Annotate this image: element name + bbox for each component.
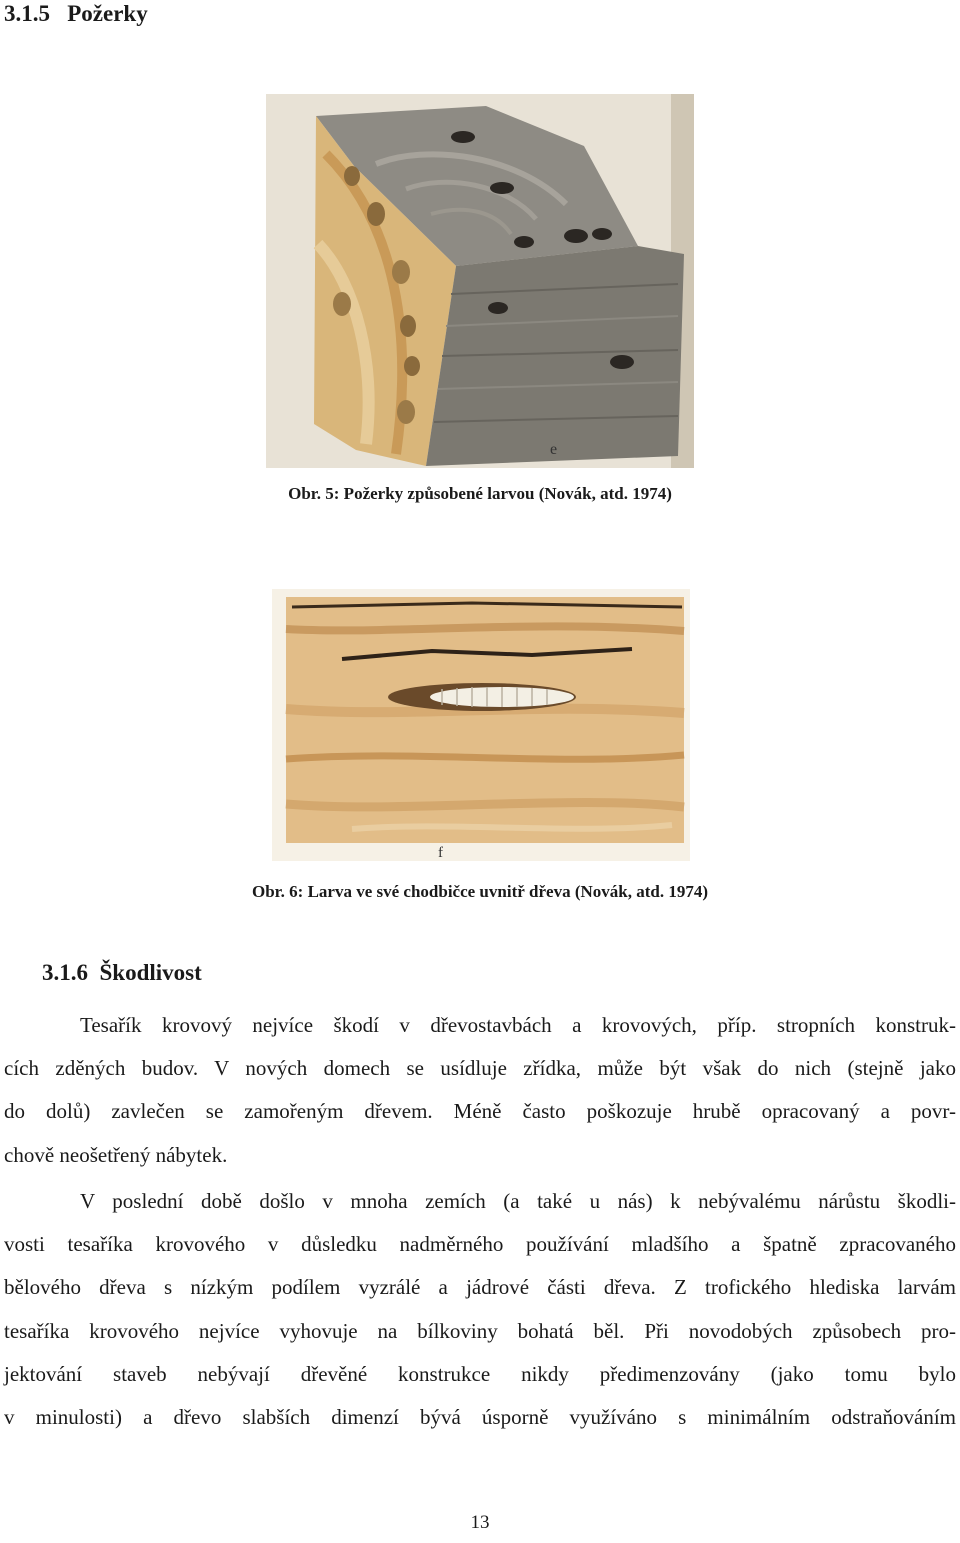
- paragraph-1: [4, 1004, 956, 1177]
- section-number: 3.1.6: [42, 960, 88, 985]
- paragraph-2: [4, 1180, 956, 1439]
- paragraph-line: v minulosti) a dřevo slabších dimenzí bývá úsporně využíváno s minimálním odstraňováním: [4, 1405, 956, 1430]
- paragraph-line: bělového dřeva s nízkým podílem vyzrálé a jádrové části dřeva. Z trofického hlediska larvám: [4, 1275, 956, 1300]
- figure-5-letter: e: [550, 441, 558, 458]
- page-number: 13: [470, 1512, 490, 1533]
- section-number: 3.1.5: [4, 1, 50, 26]
- paragraph-line: tesaříka krovového nejvíce vyhovuje na bílkoviny bohatá běl. Při novodobých způsobech pro-: [4, 1318, 956, 1343]
- section-heading-316: [42, 960, 202, 986]
- section-title: Požerky: [67, 1, 148, 26]
- figure-6-larva-illustration: [272, 589, 690, 861]
- paragraph-line: V poslední době došlo v mnoha zemích (a také u nás) k nebývalému nárůstu škodli-: [80, 1189, 956, 1213]
- section-heading-315: [4, 1, 148, 27]
- figure-6-letter: f: [438, 845, 443, 861]
- section-title: Škodlivost: [99, 960, 202, 985]
- paragraph-line: Tesařík krovový nejvíce škodí v dřevostavbách a krovových, příp. stropních konstruk-: [80, 1013, 956, 1037]
- paragraph-line: chově neošetřený nábytek.: [4, 1142, 228, 1167]
- paragraph-line: jektování staveb nebývají dřevěné konstrukce nikdy předimenzovány (jako tomu bylo: [4, 1361, 956, 1386]
- figure-5-wood-block-illustration: [266, 94, 694, 468]
- paragraph-line: do dolů) zavlečen se zamořeným dřevem. Méně často poškozuje hrubě opracovaný a povr-: [4, 1099, 956, 1124]
- paragraph-line: cích zděných budov. V nových domech se usídluje zřídka, může být však do nich (stejně jako: [4, 1056, 956, 1081]
- figure-5-caption: Obr. 5: Požerky způsobené larvou (Novák, atd. 1974): [288, 484, 672, 503]
- paragraph-line: vosti tesaříka krovového v důsledku nadměrného používání mladšího a špatně zpracovaného: [4, 1232, 956, 1257]
- figure-6-caption: Obr. 6: Larva ve své chodbičce uvnitř dřeva (Novák, atd. 1974): [252, 882, 708, 901]
